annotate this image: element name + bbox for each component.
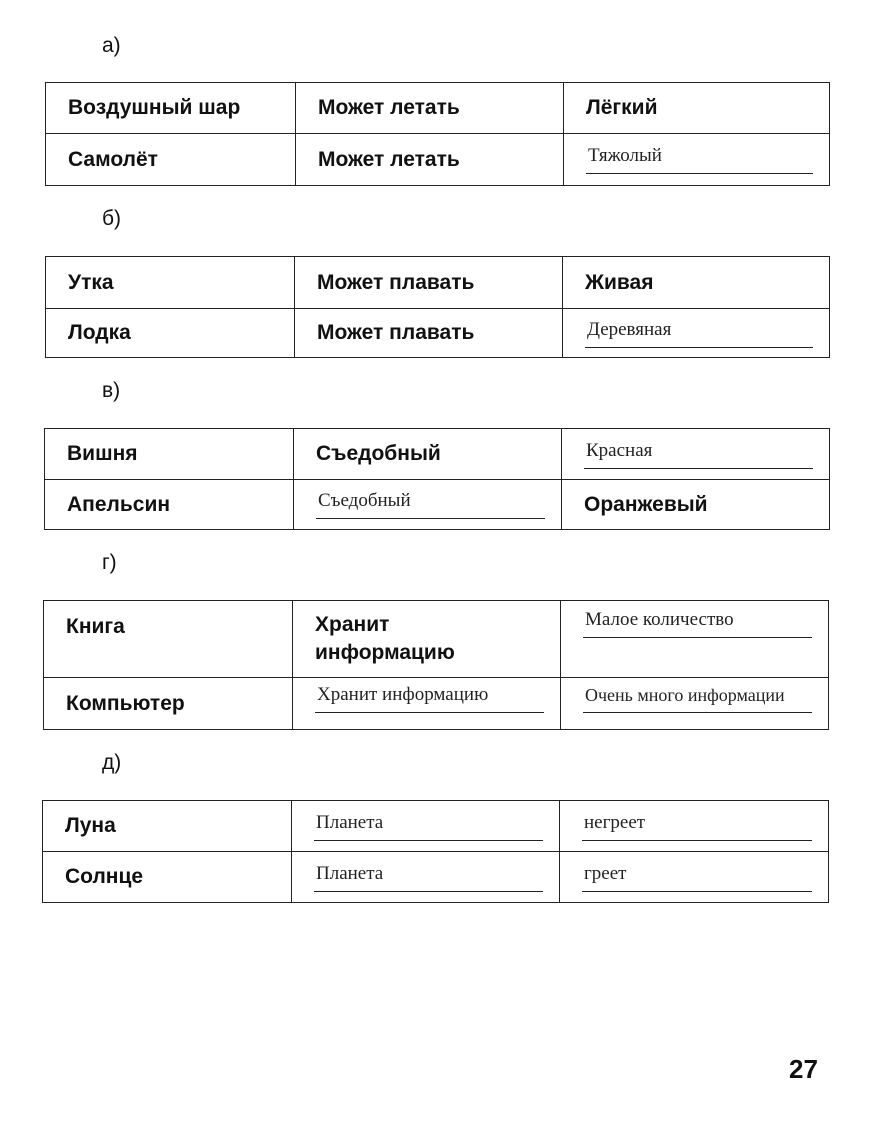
distinct-property-cell: Живая [563, 257, 830, 309]
handwritten-answer: Планета [314, 863, 543, 892]
common-property-cell: Хранит информацию [293, 601, 561, 678]
object-cell: Книга [44, 601, 293, 678]
handwritten-answer: Хранит информацию [315, 684, 544, 713]
section-label-b: б) [102, 207, 122, 230]
object-cell: Луна [43, 801, 292, 852]
object-cell: Вишня [45, 429, 294, 480]
common-property-cell: Съедобный [294, 429, 562, 480]
handwritten-answer: Очень много информации [583, 684, 812, 713]
table-g [43, 600, 829, 730]
table-row [44, 678, 829, 730]
common-property-cell: Может плавать [295, 309, 563, 358]
distinct-property-cell: Оранжевый [562, 480, 830, 530]
answer-cell[interactable] [293, 678, 561, 730]
handwritten-answer: Тяжолый [586, 145, 813, 174]
section-label-d: д) [102, 751, 122, 774]
answer-cell[interactable] [564, 134, 830, 186]
object-cell: Компьютер [44, 678, 293, 730]
distinct-property-cell: Лёгкий [564, 83, 830, 134]
table-row [43, 801, 829, 852]
handwritten-answer: Съедобный [316, 490, 545, 519]
table-row [46, 134, 830, 186]
answer-cell[interactable] [292, 801, 560, 852]
answer-cell[interactable] [560, 801, 829, 852]
object-cell: Лодка [46, 309, 295, 358]
answer-cell[interactable] [560, 852, 829, 903]
table-v [44, 428, 830, 530]
page-number: 27 [789, 1054, 818, 1084]
answer-cell[interactable] [292, 852, 560, 903]
object-cell: Апельсин [45, 480, 294, 530]
table-row [45, 429, 830, 480]
section-label-v: в) [102, 379, 121, 402]
object-cell: Самолёт [46, 134, 296, 186]
object-cell: Воздушный шар [46, 83, 296, 134]
table-row [44, 601, 829, 678]
table-row [45, 480, 830, 530]
common-property-cell: Может плавать [295, 257, 563, 309]
handwritten-answer: Деревяная [585, 319, 813, 348]
table-row [46, 83, 830, 134]
answer-cell[interactable] [561, 678, 829, 730]
table-row [46, 257, 830, 309]
handwritten-answer: Малое количество [583, 609, 812, 638]
common-property-cell: Может летать [296, 83, 564, 134]
common-property-cell: Может летать [296, 134, 564, 186]
section-label-a: а) [102, 34, 121, 57]
answer-cell[interactable] [562, 429, 830, 480]
section-label-g: г) [102, 551, 117, 574]
table-b [45, 256, 830, 358]
answer-cell[interactable] [561, 601, 829, 678]
object-cell: Солнце [43, 852, 292, 903]
handwritten-answer: Планета [314, 812, 543, 841]
handwritten-answer: Красная [584, 440, 813, 469]
object-cell: Утка [46, 257, 295, 309]
handwritten-answer: греет [582, 863, 812, 892]
table-d [42, 800, 829, 903]
answer-cell[interactable] [563, 309, 830, 358]
handwritten-answer: негреет [582, 812, 812, 841]
table-a [45, 82, 830, 186]
table-row [46, 309, 830, 358]
answer-cell[interactable] [294, 480, 562, 530]
table-row [43, 852, 829, 903]
